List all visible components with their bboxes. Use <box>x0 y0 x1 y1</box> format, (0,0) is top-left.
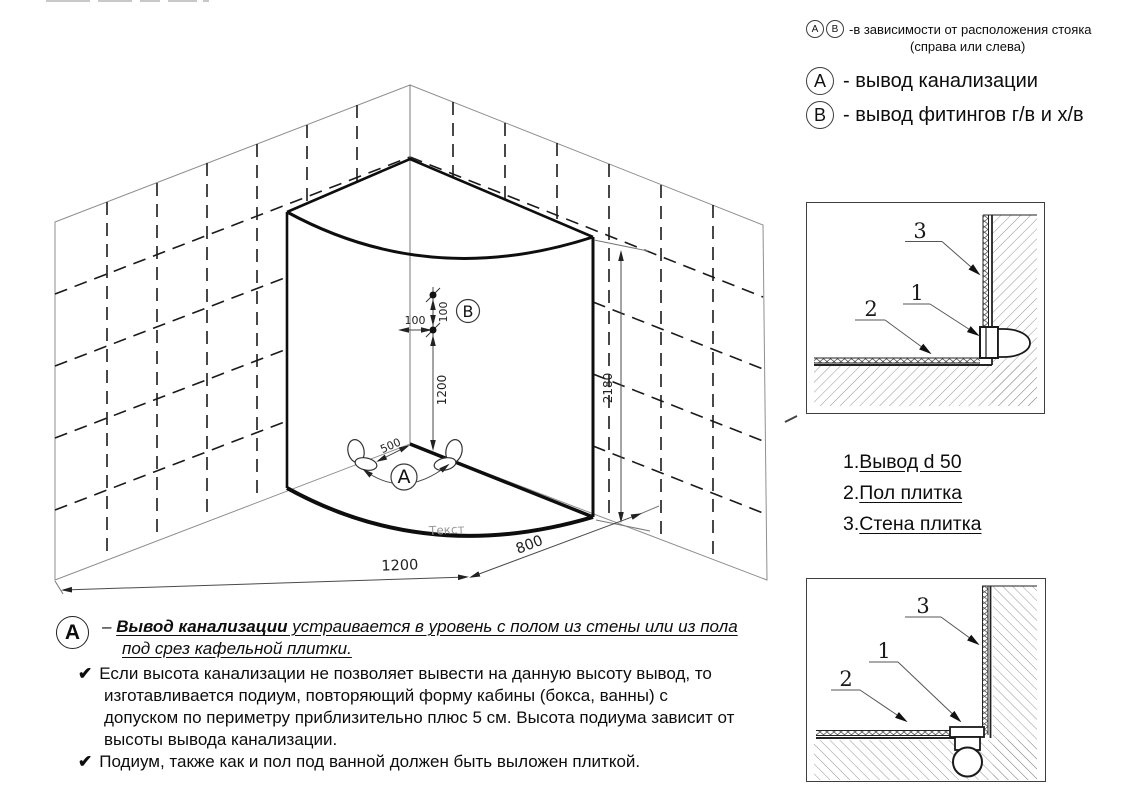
note-1-text1: Если высота канализации не позволяет вывести на данную высоту вывод, то <box>99 664 712 683</box>
legend-small-a-badge <box>806 20 824 38</box>
note-1-line1 <box>56 663 776 685</box>
note-a-text <box>102 615 738 660</box>
note-1-line4: высоты вывода канализации. <box>104 730 338 749</box>
note-a-term: Вывод канализации <box>116 617 288 636</box>
dim-b-height: 1200 <box>435 374 449 406</box>
note-1-line3: допуском по периметру приблизительно плюс 5 см. Высота подиума зависит от <box>104 708 735 727</box>
callout-1: 1 <box>910 281 924 305</box>
dim-b-horiz: 100 <box>404 314 426 327</box>
check-icon: ✔ <box>78 752 93 771</box>
legend-a-text: - вывод канализации <box>843 69 1038 92</box>
note-a-line2: под срез кафельной плитки. <box>122 639 352 658</box>
legend-b-text: - вывод фитингов г/в и х/в <box>843 103 1084 126</box>
stray-tick <box>785 416 797 422</box>
legend-note-line2: (справа или слева) <box>910 39 1026 54</box>
label-a: А <box>397 466 411 488</box>
dim-a-zone: 500 <box>378 435 403 457</box>
legend-small-a: А <box>811 23 819 35</box>
note-a-dash: – <box>102 617 117 636</box>
note-a-badge <box>56 616 89 649</box>
part-num: 2. <box>843 482 860 504</box>
detail-wall-outlet-drawing <box>806 202 1045 414</box>
dim-height: 2180 <box>601 372 615 404</box>
detail-floor-outlet-drawing <box>806 578 1046 783</box>
parts-legend-item <box>843 509 982 540</box>
part-label: Пол плитка <box>859 482 963 504</box>
outlet-legend <box>806 20 1136 129</box>
label-b: В <box>462 302 474 321</box>
note-1-line2: изготавливается подиум, повторяющий форму кабины (бокса, ванны) с <box>104 686 668 705</box>
dimension-lines <box>55 240 659 594</box>
legend-small-b-badge <box>826 20 844 38</box>
note-a-row <box>56 615 776 660</box>
note-a-letter: А <box>64 620 81 644</box>
installation-notes <box>56 615 776 773</box>
legend-note-row <box>806 20 1136 38</box>
check-icon: ✔ <box>78 664 93 683</box>
legend-a-row <box>806 67 1136 95</box>
dim-width: 1200 <box>381 557 419 575</box>
part-label: Стена плитка <box>859 513 982 535</box>
callout-2: 2 <box>864 297 878 321</box>
shower-cabin-outline <box>287 159 593 536</box>
tile-grid-right-wall <box>410 102 763 558</box>
label-b-circle <box>457 300 480 323</box>
legend-small-b: В <box>831 23 839 35</box>
callout-3: 3 <box>916 594 930 618</box>
floor-hatch <box>814 740 1037 780</box>
parts-legend-item <box>843 478 982 509</box>
note-2-line <box>56 751 776 773</box>
note-a-rest: устраивается в уровень с полом из стены или из пола <box>287 617 738 636</box>
part-num: 1. <box>843 451 860 473</box>
legend-b-row <box>806 101 1136 129</box>
legend-a-badge <box>806 67 834 95</box>
note-2-text: Подиум, также как и пол под ванной должен быть выложен плиткой. <box>99 752 641 771</box>
part-num: 3. <box>843 513 860 535</box>
label-a-circle <box>391 464 417 490</box>
floor-hatch <box>814 365 1037 406</box>
legend-b-letter: В <box>813 104 826 125</box>
legend-a-letter: А <box>813 70 826 91</box>
callout-2: 2 <box>839 667 853 691</box>
tile-grid-left-wall <box>55 105 410 559</box>
parts-legend-item <box>843 447 982 478</box>
dim-depth: 800 <box>513 532 546 558</box>
parts-legend <box>843 447 982 540</box>
note-a-line1 <box>102 616 738 638</box>
watermark-text: Текст <box>428 522 465 538</box>
part-label: Вывод d 50 <box>859 451 962 473</box>
callout-3: 3 <box>913 219 927 243</box>
dim-b-vert: 100 <box>437 301 450 323</box>
legend-b-badge <box>806 101 834 129</box>
callout-1: 1 <box>877 639 891 663</box>
legend-note-line1: -в зависимости от расположения стояка <box>849 21 1092 37</box>
